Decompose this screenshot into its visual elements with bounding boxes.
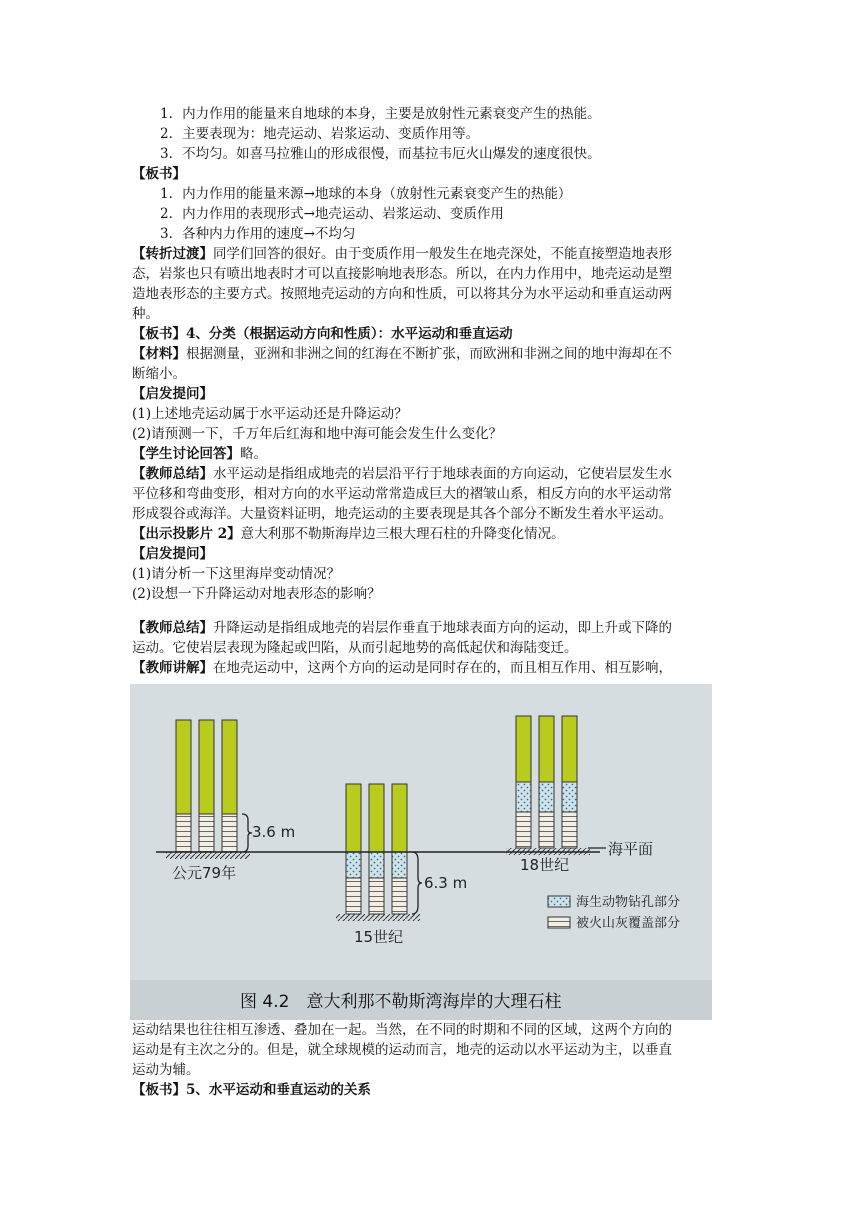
paragraph-line: 种。 (132, 306, 159, 322)
pillar-green (346, 784, 361, 852)
pillar-bored (562, 782, 577, 812)
teacher-summary-tag: 【教师总结】 (132, 466, 213, 482)
figure-caption: 图 4.2 意大利那不勒斯湾海岸的大理石柱 (240, 992, 562, 1012)
legend-swatch-bored (548, 896, 570, 907)
paragraph-text: 意大利那不勒斯海岸边三根大理石柱的升降变化情况。 (240, 526, 565, 542)
text-line: 3．不均匀。如喜马拉雅山的形成很慢，而基拉韦厄火山爆发的速度很快。 (160, 146, 601, 162)
question-line: (1)请分析一下这里海岸变动情况？ (132, 566, 341, 582)
paragraph-line (132, 464, 732, 484)
student-tag: 【学生讨论回答】 (132, 446, 240, 462)
material-tag: 【材料】 (132, 346, 186, 362)
paragraph-line (132, 344, 732, 364)
pillar-ash (369, 878, 384, 914)
pillar-bored (346, 852, 361, 878)
legend-swatch-ash (548, 917, 570, 928)
teacher-summary-tag: 【教师总结】 (132, 620, 213, 636)
pillars-79ad (166, 720, 250, 859)
paragraph-line: 运动为辅。 (132, 1062, 200, 1078)
text-line: 2．内力作用的表现形式→地壳运动、岩浆运动、变质作用 (160, 206, 504, 222)
pillar-ash (222, 814, 237, 852)
marble-pillars-figure (130, 684, 712, 1020)
paragraph-line: 运动结果也往往相互渗透、叠加在一起。当然，在不同的时期和不同的区域，这两个方向的 (132, 1022, 672, 1038)
pillar-green (516, 716, 531, 782)
legend-label-ash: 被火山灰覆盖部分 (576, 916, 681, 931)
pillar-ash (392, 878, 407, 914)
paragraph-text: 在地壳运动中，这两个方向的运动是同时存在的，而且相互作用、相互影响， (213, 660, 672, 676)
pillar-ash (539, 812, 554, 848)
pillar-green (222, 720, 237, 814)
label-18c: 18世纪 (520, 856, 570, 874)
pillar-bored (539, 782, 554, 812)
pillar-bored (516, 782, 531, 812)
pillar-green (562, 716, 577, 782)
ground-hatch (336, 914, 420, 921)
teacher-explain-tag: 【教师讲解】 (132, 660, 213, 676)
pillars-18c (506, 716, 590, 855)
paragraph-line: 运动。它使岩层表现为隆起或凹陷，从而引起地势的高低起伏和海陆变迁。 (132, 640, 578, 656)
text-line: 2．主要表现为：地壳运动、岩浆运动、变质作用等。 (160, 126, 480, 142)
paragraph-line (132, 658, 732, 678)
paragraph-text: 略。 (240, 446, 267, 462)
text-line: 1．内力作用的能量来源→地球的本身（放射性元素衰变产生的热能） (160, 186, 572, 202)
pillar-ash (562, 812, 577, 848)
pillar-ash (516, 812, 531, 848)
pillar-green (369, 784, 384, 852)
dim-label-36: 3.6 m (252, 823, 296, 841)
prompt-heading: 【启发提问】 (132, 386, 213, 402)
paragraph-text: 根据测量，亚洲和非洲之间的红海在不断扩张，而欧洲和非洲之间的地中海却在不 (186, 346, 672, 362)
prompt-heading: 【启发提问】 (132, 546, 213, 562)
paragraph-line: 态，岩浆也只有喷出地表时才可以直接影响地表形态。所以，在内力作用中，地壳运动是塑 (132, 266, 672, 282)
pillar-bored (392, 852, 407, 878)
text-line: 3．各种内力作用的速度→不均匀 (160, 226, 356, 242)
paragraph-text: 水平运动是指组成地壳的岩层沿平行于地球表面的方向运动，它使岩层发生水 (213, 466, 672, 482)
pillar-green (392, 784, 407, 852)
board-heading: 【板书】 (132, 166, 186, 182)
paragraph-line (132, 618, 732, 638)
paragraph-line: 造地表形态的主要方式。按照地壳运动的方向和性质，可以将其分为水平运动和垂直运动两 (132, 286, 672, 302)
question-line: (2)请预测一下，千万年后红海和地中海可能会发生什么变化？ (132, 426, 503, 442)
dim-label-63: 6.3 m (424, 874, 468, 892)
legend-label-bored: 海生动物钻孔部分 (576, 895, 681, 910)
question-line: (2)设想一下升降运动对地表形态的影响？ (132, 586, 381, 602)
ground-hatch (166, 852, 250, 859)
pillar-green (199, 720, 214, 814)
pillar-ash (199, 814, 214, 852)
board-heading: 【板书】4、分类（根据运动方向和性质）：水平运动和垂直运动 (132, 326, 513, 342)
label-79ad: 公元79年 (172, 864, 237, 882)
paragraph-line: 断缩小。 (132, 366, 186, 382)
transition-tag: 【转折过渡】 (132, 246, 213, 262)
pillar-ash (346, 878, 361, 914)
paragraph-text: 同学们回答的很好。由于变质作用一般发生在地壳深处，不能直接塑造地表形 (213, 246, 672, 262)
label-15c: 15世纪 (354, 928, 404, 946)
slide-tag: 【出示投影片 2】 (132, 526, 241, 542)
pillar-green (176, 720, 191, 814)
text-line: 1．内力作用的能量来自地球的本身，主要是放射性元素衰变产生的热能。 (160, 106, 601, 122)
paragraph-line (132, 524, 732, 544)
paragraph-text: 升降运动是指组成地壳的岩层作垂直于地球表面方向的运动，即上升或下降的 (213, 620, 672, 636)
paragraph-line (132, 444, 732, 464)
question-line: (1)上述地壳运动属于水平运动还是升降运动？ (132, 406, 408, 422)
paragraph-line: 形成裂谷或海洋。大量资料证明，地壳运动的主要表现是其各个部分不断发生着水平运动。 (132, 506, 672, 522)
pillar-ash (176, 814, 191, 852)
pillar-bored (369, 852, 384, 878)
paragraph-line: 平位移和弯曲变形，相对方向的水平运动常常造成巨大的褶皱山系，相反方向的水平运动常 (132, 486, 672, 502)
pillar-green (539, 716, 554, 782)
paragraph-line: 运动是有主次之分的。但是，就全球规模的运动而言，地壳的运动以水平运动为主，以垂直 (132, 1042, 672, 1058)
paragraph-line (132, 244, 732, 264)
board-heading: 【板书】5、水平运动和垂直运动的关系 (132, 1082, 371, 1098)
label-sea-level: 海平面 (608, 840, 654, 858)
